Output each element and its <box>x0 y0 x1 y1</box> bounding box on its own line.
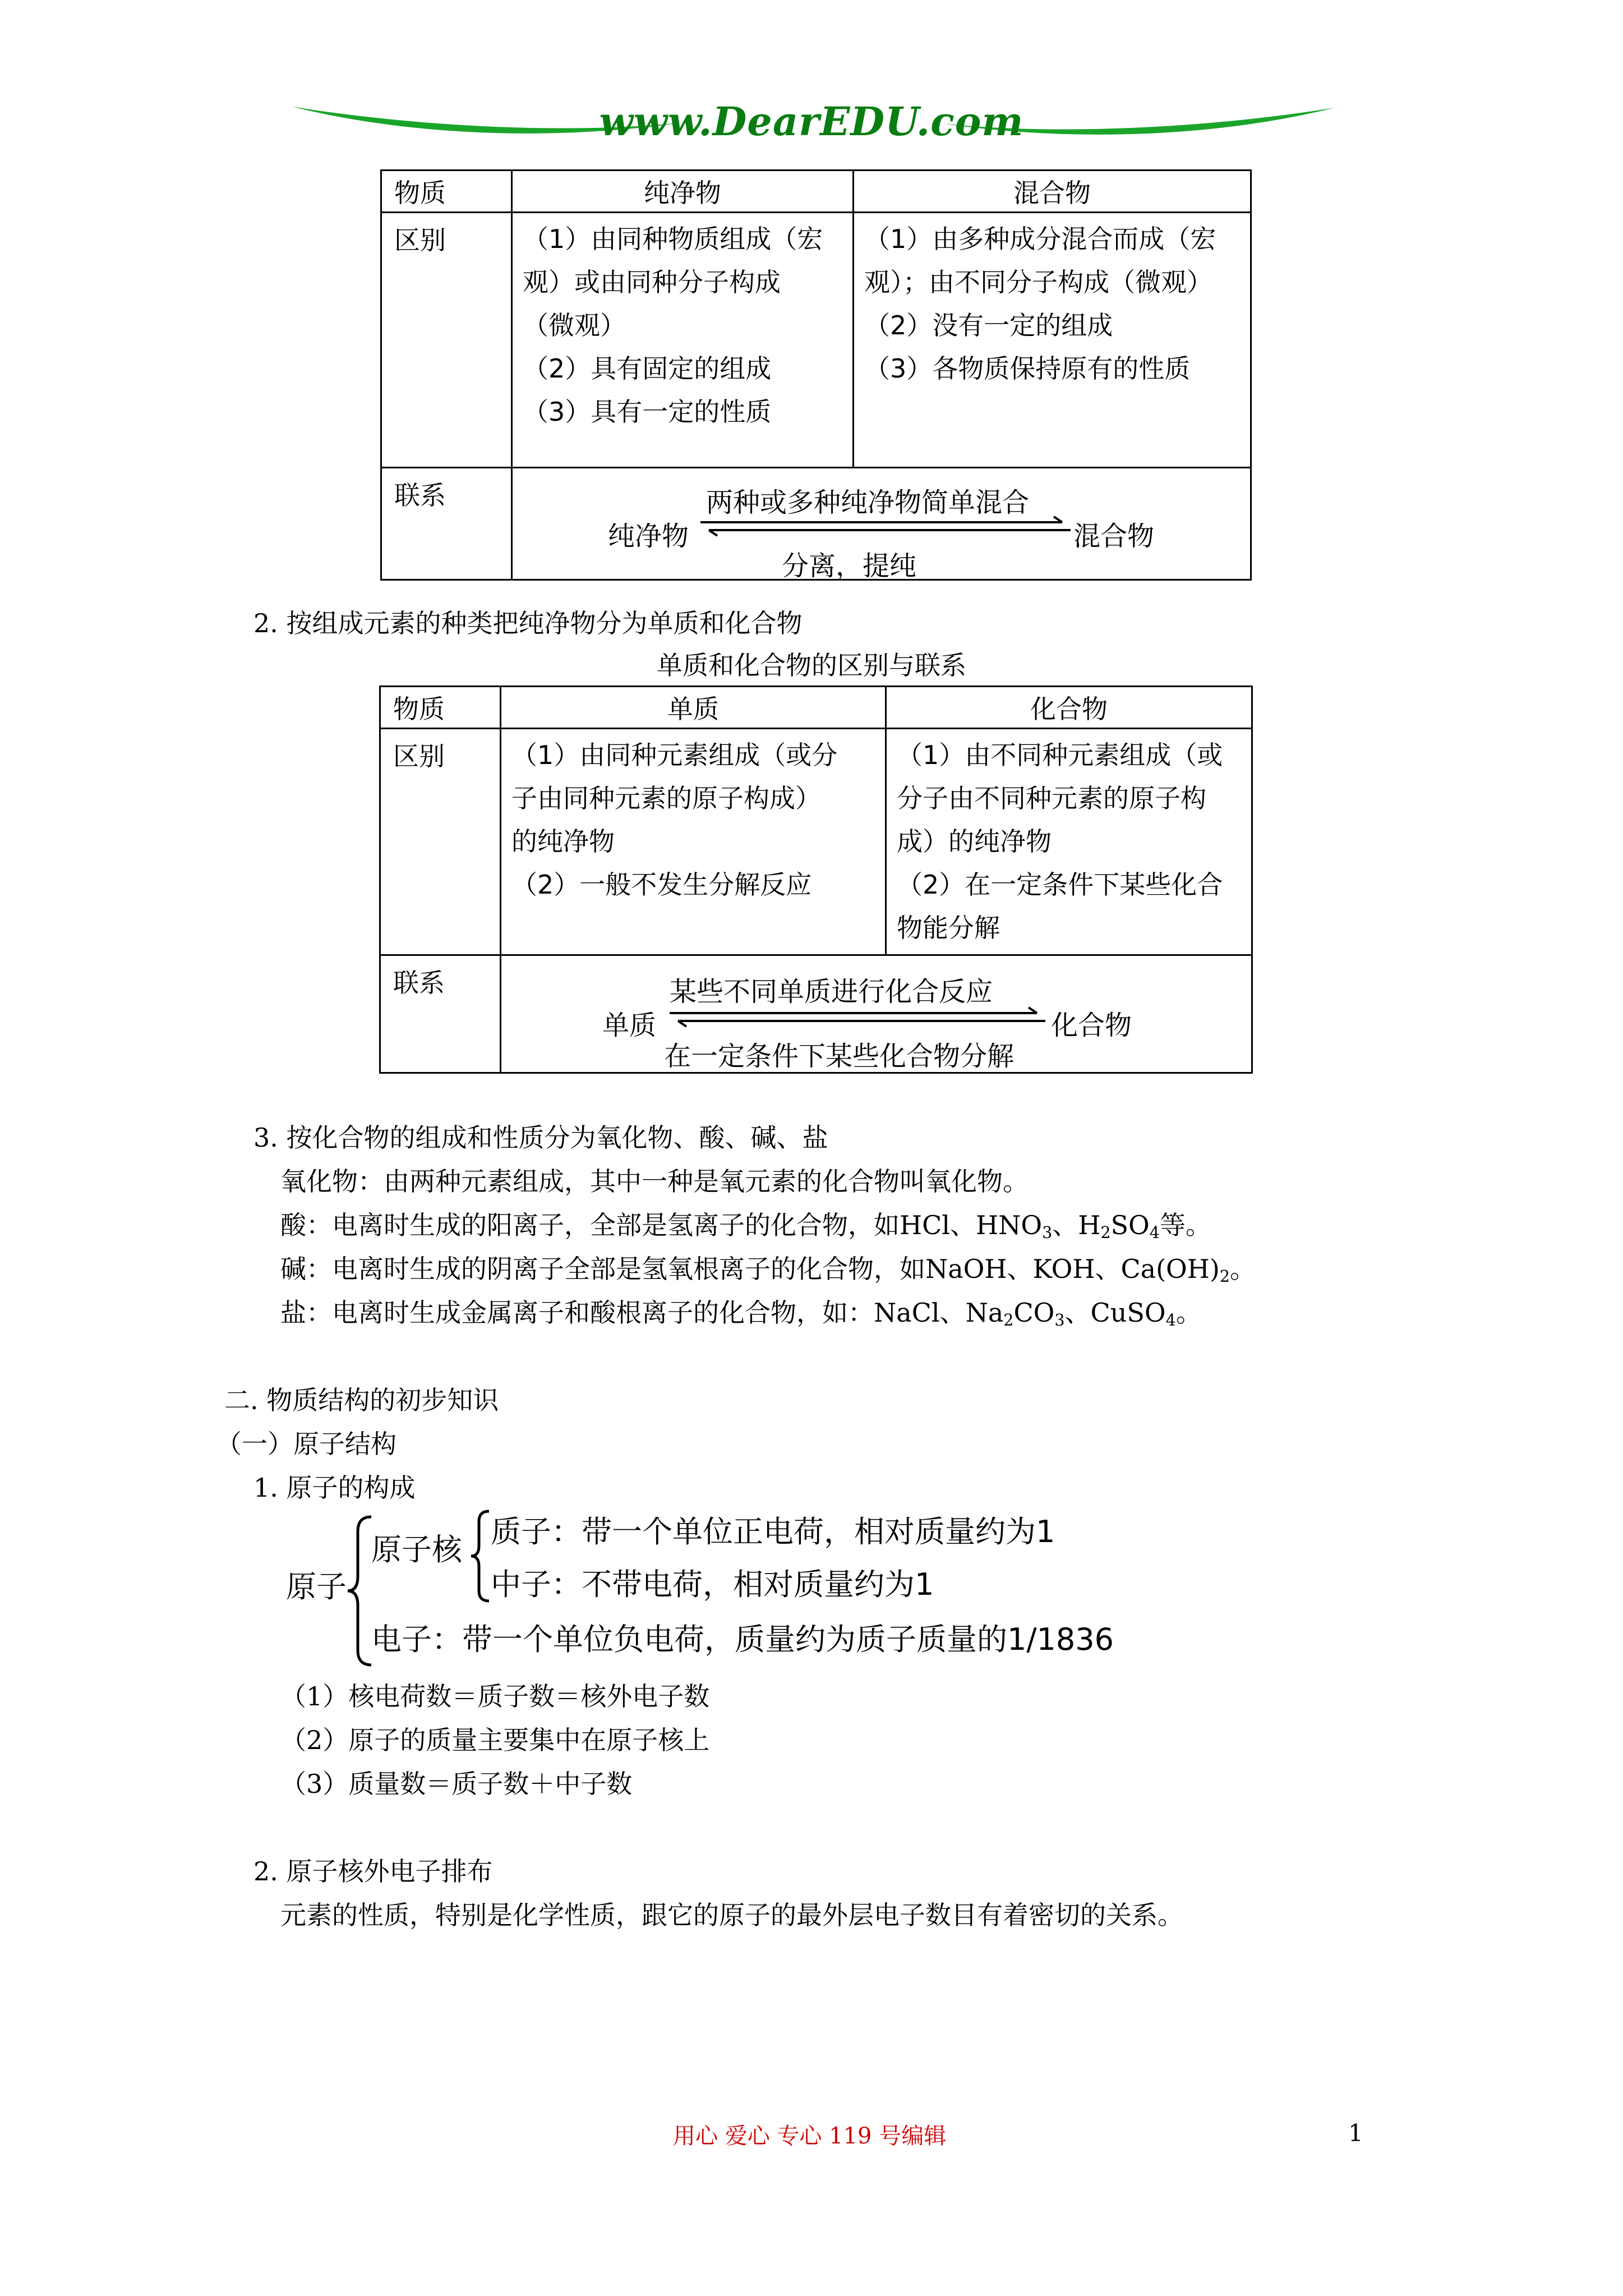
table2-row-diff-label: 区别 <box>380 729 501 955</box>
table1-row-diff-label: 区别 <box>381 213 512 468</box>
table1-pure-line: （3）具有一定的性质 <box>523 397 772 427</box>
atom-note-2: （2）原子的质量主要集中在原子核上 <box>280 1725 710 1755</box>
salt-example: Na <box>965 1297 1004 1328</box>
acid-example: HNO <box>976 1210 1043 1240</box>
separator: 、 <box>1007 1254 1033 1284</box>
oxide-definition: 氧化物：由两种元素组成，其中一种是氧元素的化合物叫氧化物。 <box>280 1166 1029 1197</box>
separator: 、 <box>1095 1254 1121 1284</box>
table2-element-line: 子由同种元素的原子构成） <box>511 783 821 813</box>
salt-example: CO <box>1013 1297 1055 1328</box>
table1-link-right: 混合物 <box>1073 521 1155 552</box>
table2-link-bottom: 在一定条件下某些化合物分解 <box>664 1041 1015 1072</box>
separator: 、 <box>1052 1210 1078 1240</box>
subscript: 4 <box>1165 1311 1176 1330</box>
table1-link-top: 两种或多种纯净物简单混合 <box>706 487 1030 518</box>
salt-example: NaCl <box>874 1297 940 1328</box>
table1-pure-diff-cell <box>512 213 854 468</box>
table2-element-line: 的纯净物 <box>511 826 615 857</box>
table2-row-link-label: 联系 <box>380 955 501 1073</box>
element-vs-compound-table <box>379 685 1253 1074</box>
atom-composition-heading: 1. 原子的构成 <box>253 1473 416 1503</box>
table2-caption: 单质和化合物的区别与联系 <box>657 650 966 680</box>
acid-example: HCl <box>900 1210 951 1240</box>
equilibrium-arrows <box>670 1006 1045 1029</box>
table1-link-bottom: 分离，提纯 <box>782 550 917 582</box>
table1-row-link-label: 联系 <box>381 468 512 580</box>
table2-element-diff-cell <box>501 729 886 955</box>
atom-note-3: （3）质量数＝质子数＋中子数 <box>280 1769 633 1799</box>
acid-definition <box>280 1205 1211 1242</box>
subscript: 3 <box>1054 1311 1065 1330</box>
acid-example: SO <box>1110 1210 1150 1240</box>
footer-text: 用心 爱心 专心 119 号编辑 <box>673 2123 947 2149</box>
inner-brace <box>470 1509 492 1604</box>
table2-element-line: （2）一般不发生分解反应 <box>511 869 812 900</box>
subscript: 2 <box>1003 1311 1014 1330</box>
electron-line: 电子：带一个单位负电荷，质量约为质子质量的1/1836 <box>371 1622 1114 1657</box>
separator: 、 <box>939 1297 966 1328</box>
base-end: 。 <box>1229 1254 1256 1284</box>
separator: 、 <box>950 1210 976 1240</box>
salt-text: 盐：电离时生成金属离子和酸根离子的化合物，如： <box>280 1297 874 1328</box>
nucleus-label: 原子核 <box>371 1532 462 1567</box>
acid-text: 酸：电离时生成的阳离子，全部是氢离子的化合物，如 <box>280 1210 900 1240</box>
neutron-line: 中子：不带电荷，相对质量约为1 <box>491 1567 934 1602</box>
acid-end: 等。 <box>1159 1210 1211 1240</box>
subscript: 2 <box>1100 1223 1111 1243</box>
table2-link-cell <box>501 955 1252 1073</box>
table2-compound-line: 物能分解 <box>897 913 1000 943</box>
table1-header-substance: 物质 <box>381 171 512 213</box>
table2-header-compound: 化合物 <box>886 687 1252 729</box>
table2-element-line: （1）由同种元素组成（或分 <box>511 740 838 770</box>
table2-compound-line: 成）的纯净物 <box>897 826 1052 857</box>
acid-example: H <box>1078 1210 1101 1240</box>
table1-pure-line: （1）由同种物质组成（宏 <box>523 224 823 254</box>
subscript: 2 <box>1219 1267 1230 1286</box>
atom-label: 原子 <box>286 1569 347 1604</box>
table2-compound-line: （1）由不同种元素组成（或 <box>897 740 1223 770</box>
table1-link-left: 纯净物 <box>608 521 689 552</box>
table1-mixture-line: （3）各物质保持原有的性质 <box>864 353 1191 384</box>
table2-header-element: 单质 <box>501 687 886 729</box>
equilibrium-arrows <box>700 516 1071 538</box>
atomic-structure-subheading: （一）原子结构 <box>216 1429 396 1459</box>
base-example: KOH <box>1032 1254 1095 1284</box>
table1-mixture-line: （1）由多种成分混合而成（宏 <box>864 224 1216 254</box>
base-example: Ca(OH) <box>1121 1254 1220 1284</box>
table1-mixture-line: （2）没有一定的组成 <box>864 310 1113 341</box>
table1-mixture-line: 观）；由不同分子构成（微观） <box>864 267 1212 297</box>
base-example: NaOH <box>925 1254 1007 1284</box>
atom-note-1: （1）核电荷数＝质子数＝核外电子数 <box>280 1681 710 1711</box>
site-logo-text: www.DearEDU.com <box>599 98 1024 145</box>
table1-pure-line: （微观） <box>523 310 626 341</box>
base-text: 碱：电离时生成的阴离子全部是氢氧根离子的化合物，如 <box>280 1254 925 1284</box>
page-number: 1 <box>1348 2119 1363 2147</box>
table2-compound-diff-cell <box>886 729 1252 955</box>
proton-line: 质子：带一个单位正电荷，相对质量约为1 <box>491 1514 1055 1549</box>
table1-header-pure: 纯净物 <box>512 171 854 213</box>
table1-pure-line: 观）或由同种分子构成 <box>523 267 781 297</box>
separator: 、 <box>1064 1297 1091 1328</box>
table2-compound-line: 分子由不同种元素的原子构 <box>897 783 1206 813</box>
table2-link-right: 化合物 <box>1051 1010 1132 1041</box>
table1-mixture-diff-cell <box>854 213 1251 468</box>
salt-definition <box>280 1292 1202 1329</box>
salt-end: 。 <box>1175 1297 1202 1328</box>
part2-heading: 二. 物质结构的初步知识 <box>224 1385 499 1415</box>
base-definition <box>280 1249 1256 1286</box>
electron-arrangement-heading: 2. 原子核外电子排布 <box>253 1856 493 1887</box>
table1-link-cell <box>512 468 1251 580</box>
table1-pure-line: （2）具有固定的组成 <box>523 353 772 384</box>
table2-link-left: 单质 <box>602 1010 657 1041</box>
electron-arrangement-text: 元素的性质，特别是化学性质，跟它的原子的最外层电子数目有着密切的关系。 <box>280 1900 1183 1930</box>
subscript: 3 <box>1042 1223 1053 1243</box>
section2-heading: 2. 按组成元素的种类把纯净物分为单质和化合物 <box>253 608 803 638</box>
table2-compound-line: （2）在一定条件下某些化合 <box>897 869 1223 900</box>
pure-vs-mixture-table <box>380 169 1252 581</box>
table1-header-mixture: 混合物 <box>854 171 1251 213</box>
outer-brace <box>347 1515 375 1667</box>
table2-header-substance: 物质 <box>380 687 501 729</box>
salt-example: CuSO <box>1090 1297 1166 1328</box>
table2-link-top: 某些不同单质进行化合反应 <box>670 976 993 1007</box>
subscript: 4 <box>1149 1223 1160 1243</box>
section3-heading: 3. 按化合物的组成和性质分为氧化物、酸、碱、盐 <box>253 1122 828 1153</box>
